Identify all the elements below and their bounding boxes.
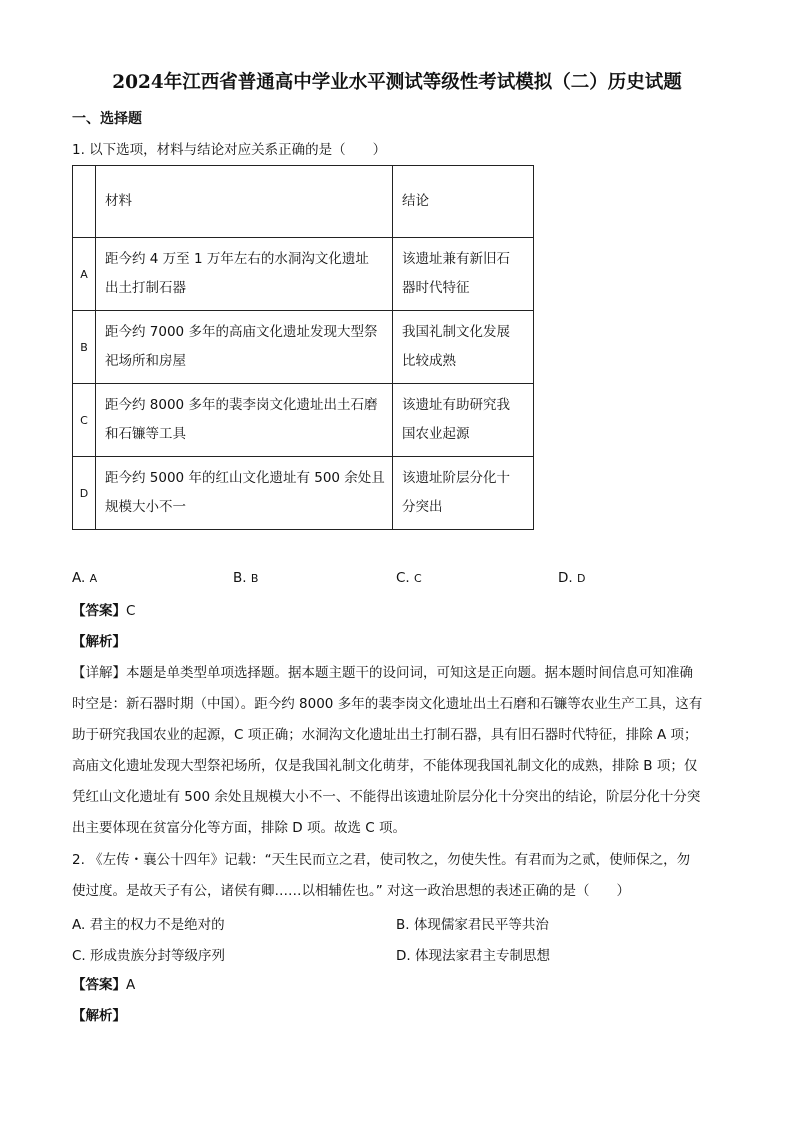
row-letter: D [73,457,96,530]
conclusion-line: 比较成熟 [402,353,456,369]
row-conclusion [393,311,534,384]
detail-line: 高庙文化遗址发现大型祭祀场所，仅是我国礼制文化萌芽，不能体现我国礼制文化的成熟，排除 B 项；仅 [72,758,698,774]
row-conclusion [393,457,534,530]
analysis-label: 【解析】 [72,634,126,650]
section-heading: 一、选择题 [72,111,142,127]
conclusion-line: 该遗址有助研究我 [402,397,510,413]
q2-answer [72,975,135,995]
q2-stem [72,845,722,907]
conclusion-line: 该遗址阶层分化十 [402,470,510,486]
detail-line: 出主要体现在贫富分化等方面，排除 D 项。故选 C 项。 [72,820,406,836]
detail-line: 【详解】本题是单类型单项选择题。据本题主题干的设问词，可知这是正向题。据本题时间信息可知准确 [72,665,693,681]
option-prefix: C. [396,570,415,586]
table-header-row [73,166,534,238]
table-header-cell [73,166,96,238]
analysis-label: 【解析】 [72,1008,126,1024]
q2-option-b: B. 体现儒家君民平等共治 [396,917,549,933]
q1-detail [72,658,722,844]
material-line: 距今约 8000 多年的裴李岗文化遗址出土石磨 [105,397,378,413]
answer-label: 【答案】 [72,977,126,993]
answer-value: A [126,977,136,993]
option-value: C [414,572,422,585]
conclusion-line: 分突出 [402,499,443,515]
answer-label: 【答案】 [72,603,126,619]
table-row [73,384,534,457]
option-value: D [576,572,586,585]
option-prefix: A. [72,570,90,586]
conclusion-line: 国农业起源 [402,426,470,442]
detail-line: 时空是：新石器时期（中国）。距今约 8000 多年的裴李岗文化遗址出土石磨和石镰等农业生产工具，这有 [72,696,703,712]
option-prefix: B. [233,570,251,586]
row-conclusion [393,384,534,457]
material-line: 规模大小不一 [105,499,186,515]
q1-table [72,165,534,530]
row-letter: A [73,238,96,311]
q2-analysis-label [72,1006,126,1026]
page-title: 2024年江西省普通高中学业水平测试等级性考试模拟（二）历史试题 [112,72,682,93]
q2-option-a: A. 君主的权力不是绝对的 [72,917,225,933]
material-line: 距今约 5000 年的红山文化遗址有 500 余处且 [105,470,385,486]
material-line: 出土打制石器 [105,280,186,296]
q2-option-c: C. 形成贵族分封等级序列 [72,948,226,964]
answer-value: C [126,603,136,619]
row-material [96,384,393,457]
conclusion-line: 我国礼制文化发展 [402,324,510,340]
q1-answer [72,601,135,621]
table-row [73,457,534,530]
q1-analysis-label [72,632,126,652]
detail-line: 助于研究我国农业的起源，C 项正确；水洞沟文化遗址出土打制石器，具有旧石器时代特征，排除 A 项； [72,727,698,743]
conclusion-line: 器时代特征 [402,280,470,296]
row-material [96,311,393,384]
stem-line: 2. 《左传・襄公十四年》记载：“天生民而立之君，使司牧之，勿使失性。有君而为之贰，使师保之，勿 [72,852,691,868]
option-value: B [250,572,259,585]
q1-option-c [396,570,422,586]
material-line: 距今约 7000 多年的高庙文化遗址发现大型祭 [105,324,378,340]
q2-option-d: D. 体现法家君主专制思想 [396,948,550,964]
table-row [73,238,534,311]
detail-line: 凭红山文化遗址有 500 余处且规模大小不一、不能得出该遗址阶层分化十分突出的结论，阶层分化十分突 [72,789,701,805]
stem-line: 使过度。是故天子有公，诸侯有卿……以相辅佐也。” 对这一政治思想的表述正确的是（ ） [72,883,631,899]
q1-option-a [72,570,97,586]
material-line: 距今约 4 万至 1 万年左右的水洞沟文化遗址 [105,251,369,267]
table-row [73,311,534,384]
row-material [96,457,393,530]
table-header-conclusion: 结论 [393,166,534,238]
row-conclusion [393,238,534,311]
q1-option-d [558,570,585,586]
q1-stem: 1. 以下选项，材料与结论对应关系正确的是（ ） [72,142,387,158]
option-prefix: D. [558,570,577,586]
table-header-material: 材料 [96,166,393,238]
row-letter: C [73,384,96,457]
material-line: 祀场所和房屋 [105,353,186,369]
q1-option-b [233,570,258,586]
material-line: 和石镰等工具 [105,426,186,442]
conclusion-line: 该遗址兼有新旧石 [402,251,510,267]
row-material [96,238,393,311]
option-value: A [89,572,98,585]
row-letter: B [73,311,96,384]
